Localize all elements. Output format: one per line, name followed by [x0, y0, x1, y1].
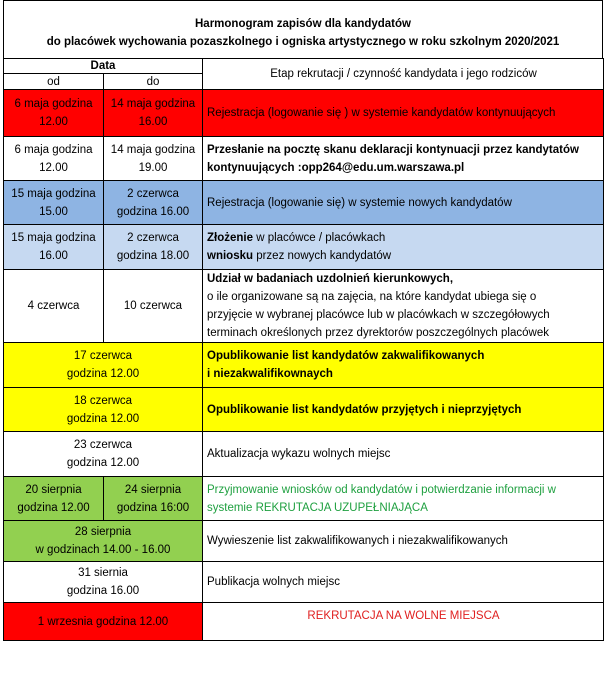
date-to-cell-line: 24 sierpnia: [124, 483, 182, 496]
title-line-1: Harmonogram zapisów dla kandydatów: [195, 18, 411, 30]
date-from-cell-line: 6 maja godzina: [14, 143, 93, 156]
stage-line-part: wniosku: [207, 250, 254, 262]
stage-cell: [203, 521, 604, 562]
stage-line: o ile organizowane są na zajęcia, na które kandydat ubiega się o: [207, 291, 537, 303]
date-merged-cell: [4, 343, 203, 388]
date-from-cell-line: 15 maja godzina: [11, 232, 96, 244]
stage-line: [207, 247, 600, 265]
date-merged-cell-line: w godzinach 14.00 - 16.00: [35, 544, 171, 556]
schedule-table: [3, 58, 604, 641]
stage-cell: [203, 270, 604, 343]
date-merged-cell: [4, 562, 203, 603]
date-from-cell-line: 20 sierpnia: [25, 483, 82, 496]
date-merged-cell-line: 18 czerwca: [73, 394, 133, 407]
stage-cell: [203, 603, 604, 641]
date-merged-cell: [4, 603, 203, 641]
stage-line: przyjęcie w wybranej placówce lub w placówkach w szczegółowych: [207, 309, 550, 321]
date-merged-cell-line: 31 siernia: [78, 567, 128, 579]
schedule-sheet: [3, 0, 603, 641]
date-to-cell-line: 14 maja godzina: [110, 98, 196, 110]
stage-line-part: przez nowych kandydatów: [253, 250, 392, 262]
date-to-cell-line: 2 czerwca: [127, 232, 179, 244]
table-row: [4, 388, 604, 432]
stage-line: [207, 229, 600, 247]
date-from-cell: [4, 270, 104, 343]
date-merged-cell-line: godzina 16.00: [66, 585, 140, 597]
table-row: [4, 603, 604, 641]
date-from-cell: [4, 225, 104, 270]
stage-line-part: Złożenie: [207, 232, 254, 244]
stage-line: Wywieszenie list zakwalifikowanych i niezakwalifikowanych: [207, 535, 508, 547]
date-to-cell-line: 16.00: [138, 116, 168, 128]
date-merged-cell-line: 1 wrzesnia godzina 12.00: [37, 615, 169, 628]
stage-line: Przyjmowanie wniosków od kandydatów i potwierdzanie informacji w: [207, 483, 556, 496]
date-from-cell-line: 4 czerwca: [27, 300, 80, 312]
table-row: [4, 181, 604, 225]
stage-cell: [203, 225, 604, 270]
date-from-cell-line: 12.00: [39, 161, 68, 174]
date-to-cell-line: 19.00: [138, 161, 168, 174]
date-to-cell-line: 10 czerwca: [123, 300, 183, 312]
date-from-cell-line: 15 maja godzina: [11, 187, 96, 200]
date-from-cell-line: 12.00: [39, 116, 68, 128]
date-to-cell-line: godzina 18.00: [116, 250, 190, 262]
stage-line: terminach określonych przez dyrektorów poszczególnych placówek: [207, 327, 549, 339]
date-to-cell: [104, 90, 203, 137]
table-row: [4, 477, 604, 521]
stage-line: Udział w badaniach uzdolnień kierunkowych,: [207, 273, 454, 285]
date-from-cell: [4, 181, 104, 225]
table-row: [4, 225, 604, 270]
date-to-cell-line: godzina 16:00: [116, 501, 190, 514]
stage-line: Przesłanie na pocztę skanu deklaracji kontynuacji przez kandytatów: [207, 143, 579, 156]
table-row: [4, 343, 604, 388]
stage-cell: [203, 181, 604, 225]
date-from-cell: [4, 477, 104, 521]
stage-cell: [203, 388, 604, 432]
date-from-cell: [4, 90, 104, 137]
date-merged-cell-line: godzina 12.00: [66, 457, 140, 469]
date-to-cell: [104, 270, 203, 343]
stage-cell: [203, 137, 604, 181]
date-merged-cell-line: 28 sierpnia: [74, 526, 132, 538]
stage-line: i niezakwalifikownaych: [207, 368, 333, 380]
date-from-cell-line: godzina 12.00: [17, 501, 90, 514]
stage-cell: [203, 343, 604, 388]
date-to-cell-line: 2 czerwca: [127, 187, 179, 200]
title-line-2: do placówek wychowania pozaszkolnego i ogniska artystycznego w roku szkolnym 2020/2021: [46, 36, 560, 48]
stage-line: Publikacja wolnych miejsc: [207, 576, 340, 588]
stage-line: Opublikowanie list kandydatów przyjętych i nieprzyjętych: [207, 403, 522, 416]
schedule-rows: [4, 90, 604, 641]
stage-line: Opublikowanie list kandydatów zakwalifikowanych: [207, 350, 485, 362]
date-to-cell: [104, 181, 203, 225]
table-row: [4, 90, 604, 137]
stage-cell: [203, 432, 604, 477]
date-merged-cell: [4, 432, 203, 477]
stage-line: systemie REKRUTACJA UZUPEŁNIAJĄCA: [207, 501, 428, 514]
stage-cell: [203, 477, 604, 521]
header-stage: Etap rekrutacji / czynność kandydata i jego rodziców: [203, 59, 604, 90]
stage-cell: [203, 90, 604, 137]
date-to-cell: [104, 477, 203, 521]
date-to-cell-line: 14 maja godzina: [110, 143, 196, 156]
schedule-title: [3, 0, 603, 58]
date-from-cell-line: 6 maja godzina: [14, 98, 93, 110]
stage-line: kontynuujących :opp264@edu.um.warszawa.pl: [207, 161, 465, 174]
table-row: [4, 270, 604, 343]
stage-line: Rejestracja (logowanie się ) w systemie kandydatów kontynuujących: [207, 107, 556, 119]
date-merged-cell: [4, 388, 203, 432]
table-row: [4, 432, 604, 477]
stage-line: Rejestracja (logowanie się) w systemie nowych kandydatów: [207, 196, 512, 209]
date-from-cell-line: 15.00: [39, 205, 68, 218]
date-to-cell-line: godzina 16.00: [116, 205, 190, 218]
header-do: do: [104, 74, 203, 90]
date-merged-cell-line: godzina 12.00: [66, 368, 140, 380]
stage-line: REKRUTACJA NA WOLNE MIEJSCA: [307, 610, 500, 622]
date-merged-cell-line: godzina 12.00: [66, 412, 140, 425]
stage-line-part: w placówce / placówkach: [253, 232, 386, 244]
header-od: od: [4, 74, 104, 90]
table-row: [4, 562, 604, 603]
date-merged-cell-line: 17 czerwca: [73, 350, 133, 362]
header-data: Data: [4, 59, 203, 74]
date-to-cell: [104, 225, 203, 270]
date-to-cell: [104, 137, 203, 181]
date-from-cell-line: 16.00: [39, 250, 68, 262]
table-row: [4, 521, 604, 562]
stage-cell: [203, 562, 604, 603]
date-merged-cell-line: 23 czerwca: [73, 439, 133, 451]
date-merged-cell: [4, 521, 203, 562]
date-from-cell: [4, 137, 104, 181]
stage-line: Aktualizacja wykazu wolnych miejsc: [207, 448, 391, 460]
table-row: [4, 137, 604, 181]
